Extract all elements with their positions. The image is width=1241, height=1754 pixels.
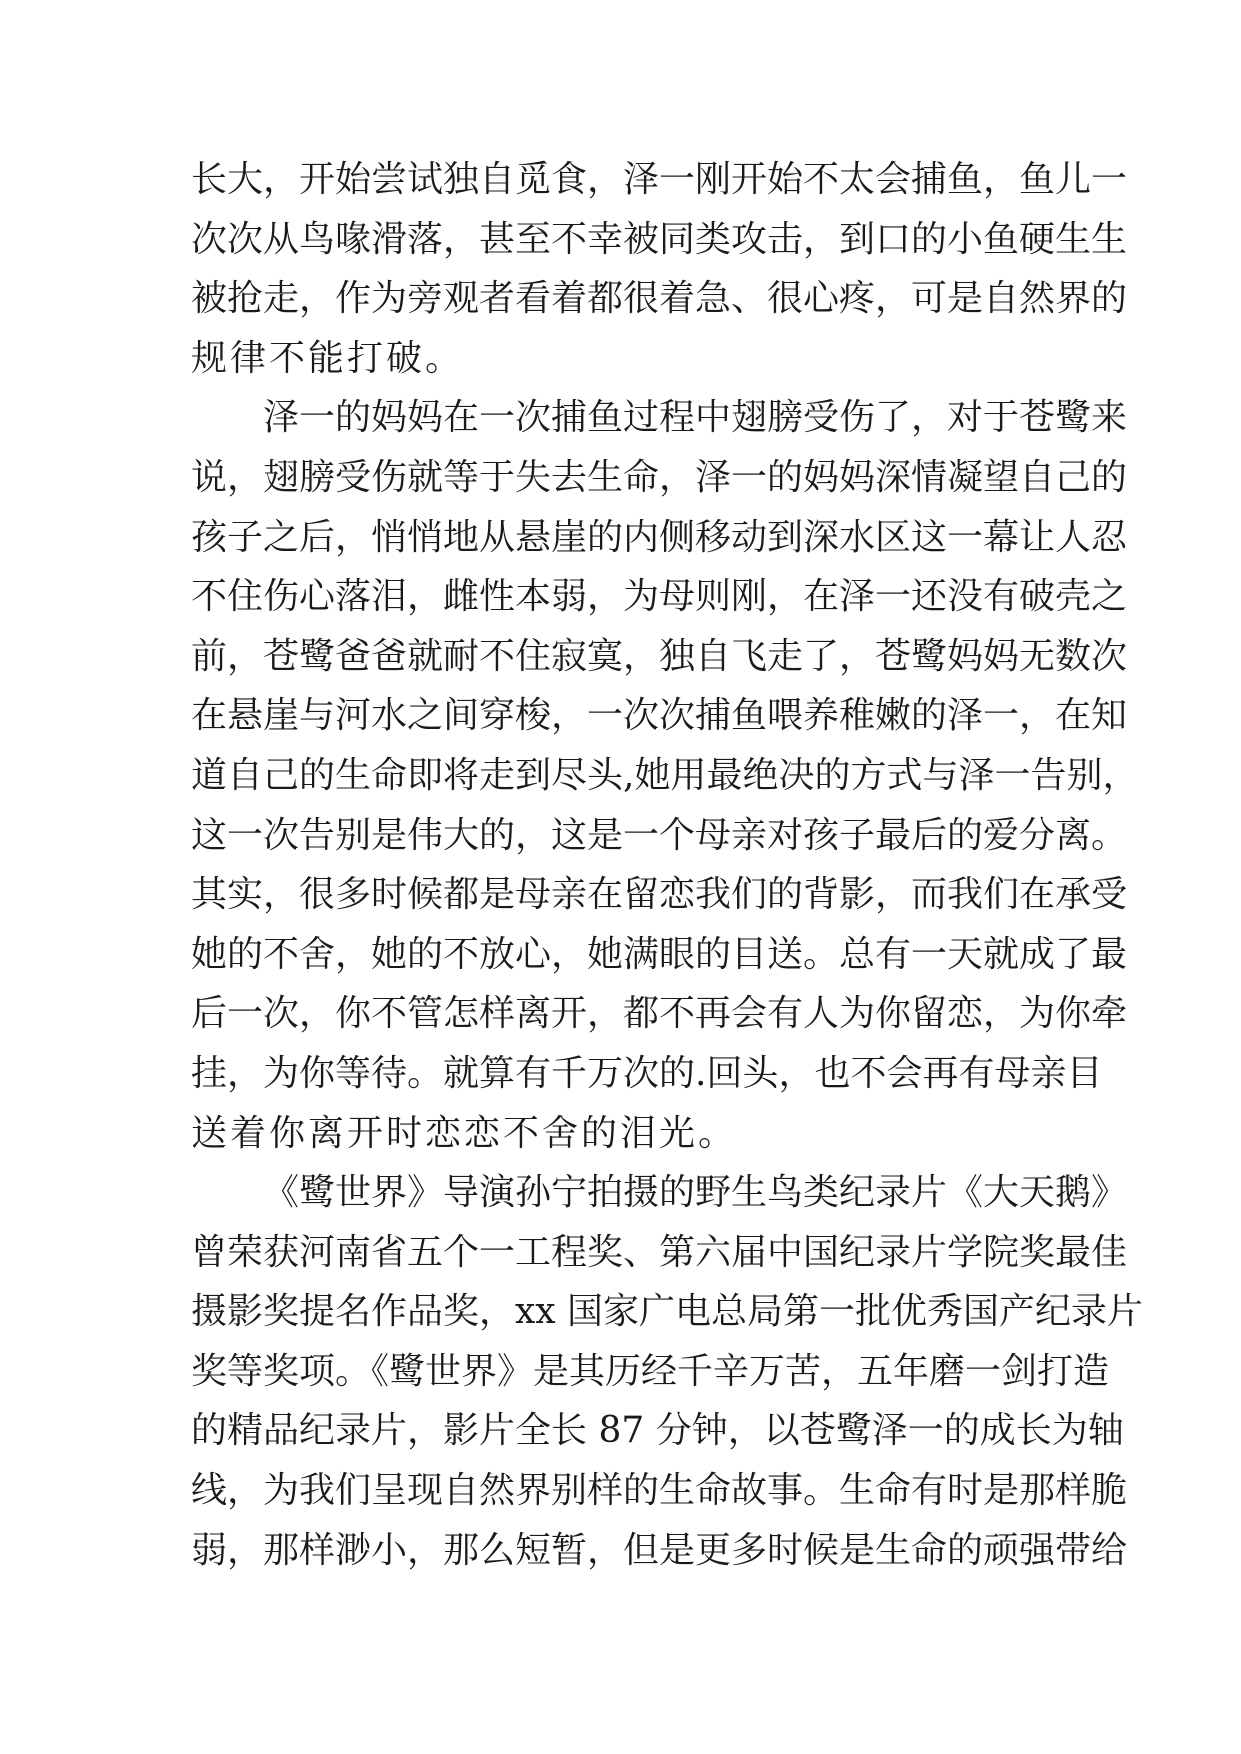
text-line: 奖等奖项。《鹭世界》是其历经千辛万苦，五年磨一剑打造: [191, 1350, 1110, 1392]
body-text: [191, 150, 1144, 1580]
text-line: 前，苍鹭爸爸就耐不住寂寞，独自飞走了，苍鹭妈妈无数次: [191, 635, 1128, 677]
text-line: 孩子之后，悄悄地从悬崖的内侧移动到深水区这一幕让人忍: [191, 516, 1128, 558]
paragraph-end-line: 送着你离开时恋恋不舍的泪光。: [191, 1112, 738, 1154]
paragraph-end-line: 规律不能打破。: [191, 337, 465, 379]
text-line: 的精品纪录片，影片全长 87 分钟，以苍鹭泽一的成长为轴: [191, 1410, 1124, 1452]
text-line: 在悬崖与河水之间穿梭，一次次捕鱼喂养稚嫩的泽一，在知: [191, 695, 1128, 737]
text-line: 摄影奖提名作品奖，xx 国家广电总局第一批优秀国产纪录片: [191, 1291, 1144, 1333]
text-line: 次次从鸟喙滑落，甚至不幸被同类攻击，到口的小鱼硬生生: [191, 218, 1128, 260]
text-line: 其实，很多时候都是母亲在留恋我们的背影，而我们在承受: [191, 874, 1128, 916]
text-line: 弱，那样渺小，那么短暂，但是更多时候是生命的顽强带给: [191, 1529, 1128, 1571]
text-line: 说，翅膀受伤就等于失去生命，泽一的妈妈深情凝望自己的: [191, 456, 1128, 498]
paragraph-first-line: 泽一的妈妈在一次捕鱼过程中翅膀受伤了，对于苍鹭来: [263, 397, 1128, 439]
text-line: 道自己的生命即将走到尽头,她用最绝决的方式与泽一告别，: [191, 754, 1139, 796]
paragraph-first-line: 《鹭世界》导演孙宁拍摄的野生鸟类纪录片《大天鹅》: [263, 1172, 1128, 1214]
text-line: 她的不舍，她的不放心，她满眼的目送。总有一天就成了最: [191, 933, 1128, 975]
text-line: 线，为我们呈现自然界别样的生命故事。生命有时是那样脆: [191, 1470, 1128, 1512]
text-line: 后一次，你不管怎样离开，都不再会有人为你留恋，为你牵: [191, 993, 1128, 1035]
text-line: 挂，为你等待。就算有千万次的.回头，也不会再有母亲目: [191, 1052, 1103, 1094]
text-line: 这一次告别是伟大的，这是一个母亲对孩子最后的爱分离。: [191, 814, 1128, 856]
text-line: 曾荣获河南省五个一工程奖、第六届中国纪录片学院奖最佳: [191, 1231, 1128, 1273]
text-line: 长大，开始尝试独自觅食，泽一刚开始不太会捕鱼，鱼儿一: [191, 159, 1128, 200]
text-line: 被抢走，作为旁观者看着都很着急、很心疼，可是自然界的: [191, 278, 1128, 320]
text-line: 不住伤心落泪，雌性本弱，为母则刚，在泽一还没有破壳之: [191, 576, 1128, 618]
